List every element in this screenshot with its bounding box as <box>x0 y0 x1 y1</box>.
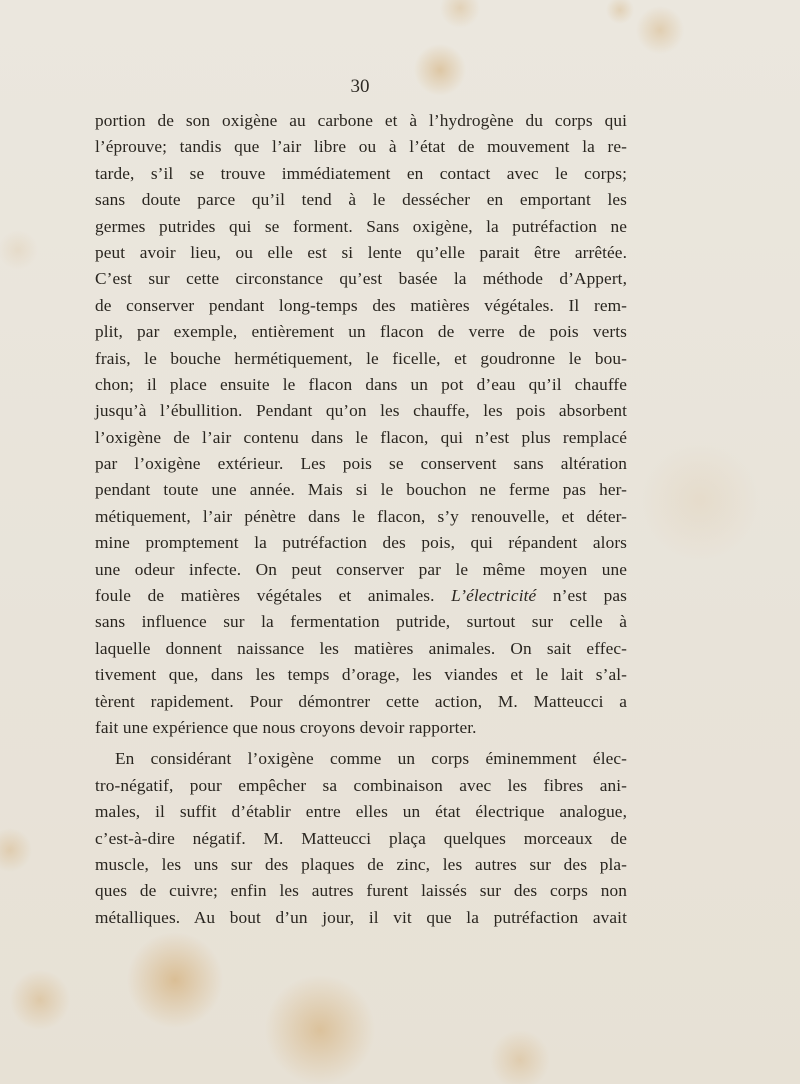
text-line: peut avoir lieu, ou elle est si lente qu’elle parait être arrêtée. <box>95 242 627 262</box>
text-line: tivement que, dans les temps d’orage, les viandes et le lait s’al- <box>95 665 627 685</box>
text-line: métalliques. Au bout d’un jour, il vit que la putréfaction avait <box>95 907 627 927</box>
text-segment: n’est pas <box>536 586 627 606</box>
text-line: c’est-à-dire négatif. M. Matteucci plaça quelques morceaux de <box>95 828 627 848</box>
text-line: males, il suffit d’établir entre elles un état électrique analogue, <box>95 802 627 822</box>
text-line: mine promptement la putréfaction des pois, qui répandent alors <box>95 533 627 553</box>
text-line: portion de son oxigène au carbone et à l’hydrogène du corps qui <box>95 111 627 130</box>
text-line: sans doute parce qu’il tend à le dessécher en emportant les <box>95 190 627 210</box>
text-line: une odeur infecte. On peut conserver par le même moyen une <box>95 559 627 579</box>
italic-term: L’électricité <box>451 586 537 606</box>
text-line: fait une expérience que nous croyons devoir rapporter. <box>95 717 477 737</box>
text-line: tèrent rapidement. Pour démontrer cette action, M. Matteucci a <box>95 691 627 711</box>
text-line: frais, le bouche hermétiquement, le ficelle, et goudronne le bou- <box>95 348 627 368</box>
body-text <box>95 108 627 931</box>
text-line: pendant toute une année. Mais si le bouchon ne ferme pas her- <box>95 480 627 500</box>
text-line: tro-négatif, pour empêcher sa combinaison avec les fibres ani- <box>95 775 627 795</box>
text-line: l’éprouve; tandis que l’air libre ou à l’état de mouvement la re- <box>95 137 627 157</box>
text-line: chon; il place ensuite le flacon dans un pot d’eau qu’il chauffe <box>95 374 627 394</box>
text-line: En considérant l’oxigène comme un corps éminemment élec- <box>115 749 627 769</box>
text-line: plit, par exemple, entièrement un flacon de verre de pois verts <box>95 322 627 342</box>
text-line: métiquement, l’air pénètre dans le flacon, s’y renouvelle, et déter- <box>95 506 627 526</box>
text-line: jusqu’à l’ébullition. Pendant qu’on les chauffe, les pois absorbent <box>95 401 627 421</box>
page-number: 30 <box>350 76 370 97</box>
text-line: germes putrides qui se forment. Sans oxigène, la putréfaction ne <box>95 216 627 236</box>
text-segment: foule de matières végétales et animales. <box>95 586 452 606</box>
text-line: ques de cuivre; enfin les autres furent laissés sur des corps non <box>95 881 627 901</box>
text-line: par l’oxigène extérieur. Les pois se conservent sans altération <box>95 454 627 474</box>
text-line: de conserver pendant long-temps des matières végétales. Il rem- <box>95 295 627 315</box>
text-line: muscle, les uns sur des plaques de zinc, les autres sur des pla- <box>95 854 627 874</box>
text-line: l’oxigène de l’air contenu dans le flacon, qui n’est plus remplacé <box>95 427 627 447</box>
text-line-with-italic <box>95 583 627 609</box>
text-line: laquelle donnent naissance les matières animales. On sait effec- <box>95 638 627 658</box>
text-line: sans influence sur la fermentation putride, surtout sur celle à <box>95 612 627 632</box>
text-line: C’est sur cette circonstance qu’est basée la méthode d’Appert, <box>95 269 627 289</box>
text-line: tarde, s’il se trouve immédiatement en contact avec le corps; <box>95 163 627 183</box>
